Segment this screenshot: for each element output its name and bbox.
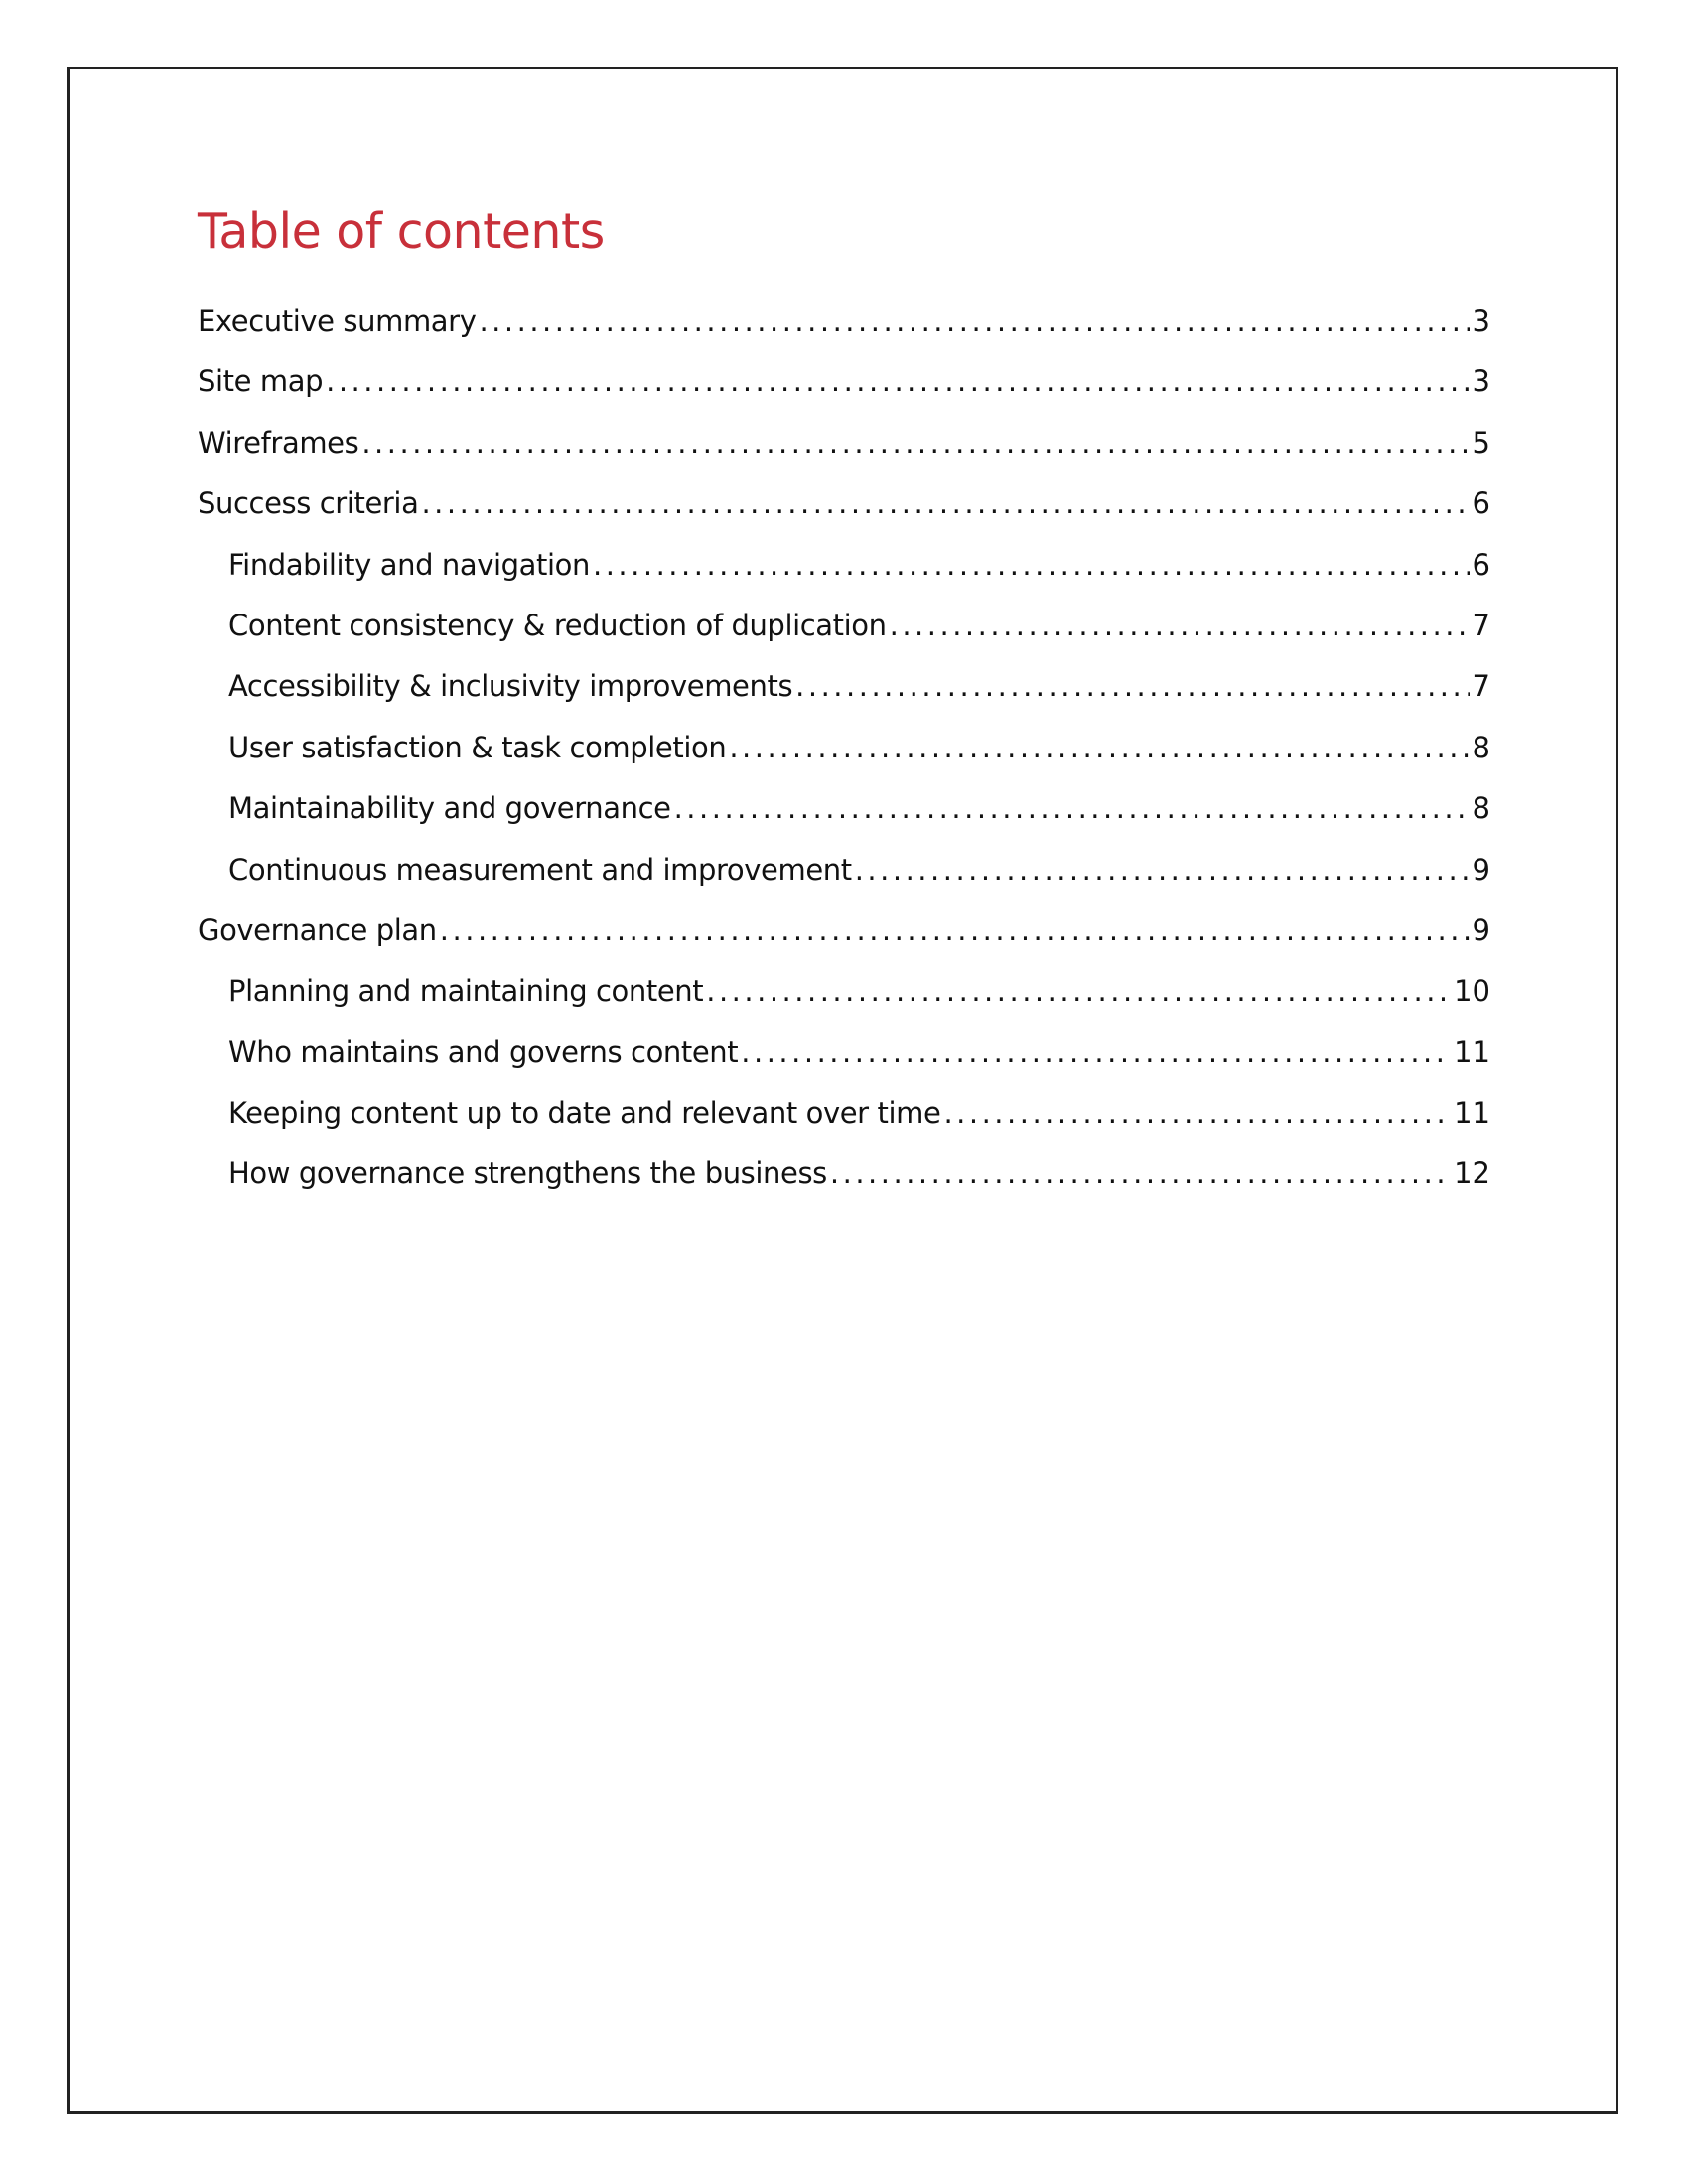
toc-list: [198, 301, 1490, 1215]
toc-page-number: 6: [1472, 486, 1490, 521]
toc-page-number: 11: [1454, 1034, 1490, 1069]
toc-page-number: 8: [1472, 730, 1490, 764]
toc-entry-text: Who maintains and governs content: [228, 1034, 739, 1069]
toc-dot-leader: [440, 910, 1470, 950]
toc-subentry[interactable]: [198, 1154, 1490, 1214]
toc-entry-text: Site map: [198, 364, 324, 399]
toc-page-number: 7: [1472, 669, 1490, 704]
toc-entry[interactable]: [198, 361, 1490, 422]
toc-entry-text: Governance plan: [198, 912, 437, 947]
toc-entry-text: Accessibility & inclusivity improvements: [228, 669, 793, 704]
toc-entry[interactable]: [198, 301, 1490, 361]
toc-entry-text: Continuous measurement and improvement: [228, 852, 852, 887]
toc-subentry[interactable]: [198, 728, 1490, 788]
toc-subentry[interactable]: [198, 1093, 1490, 1154]
toc-title: Table of contents: [198, 204, 605, 260]
toc-entry-text: User satisfaction & task completion: [228, 730, 727, 764]
toc-entry-text: Maintainability and governance: [228, 791, 671, 826]
toc-entry[interactable]: [198, 423, 1490, 483]
toc-entry-text: Success criteria: [198, 486, 419, 521]
toc-dot-leader: [706, 971, 1451, 1011]
toc-dot-leader: [830, 1154, 1451, 1193]
toc-dot-leader: [855, 850, 1470, 889]
toc-entry-text: Executive summary: [198, 304, 477, 338]
toc-page-number: 5: [1472, 425, 1490, 460]
toc-dot-leader: [795, 666, 1469, 706]
toc-page-number: 10: [1454, 974, 1490, 1009]
toc-dot-leader: [674, 788, 1470, 828]
toc-dot-leader: [421, 483, 1469, 523]
toc-page-number: 3: [1472, 304, 1490, 338]
toc-dot-leader: [326, 361, 1469, 401]
toc-page-number: 12: [1454, 1157, 1490, 1191]
toc-entry-text: Wireframes: [198, 425, 359, 460]
toc-dot-leader: [943, 1093, 1451, 1133]
toc-dot-leader: [741, 1032, 1451, 1072]
toc-subentry[interactable]: [198, 606, 1490, 666]
toc-entry-text: Keeping content up to date and relevant over time: [228, 1096, 941, 1131]
toc-page-number: 3: [1472, 364, 1490, 399]
toc-entry-text: How governance strengthens the business: [228, 1157, 827, 1191]
toc-subentry[interactable]: [198, 788, 1490, 849]
toc-dot-leader: [361, 423, 1469, 463]
toc-dot-leader: [890, 606, 1470, 645]
toc-dot-leader: [479, 301, 1469, 341]
toc-dot-leader: [593, 545, 1470, 585]
toc-subentry[interactable]: [198, 1032, 1490, 1093]
toc-page-number: 9: [1472, 912, 1490, 947]
toc-subentry[interactable]: [198, 666, 1490, 727]
toc-page-number: 6: [1472, 547, 1490, 582]
toc-page-number: 11: [1454, 1096, 1490, 1131]
toc-page-number: 9: [1472, 852, 1490, 887]
toc-entry-text: Findability and navigation: [228, 547, 590, 582]
toc-entry[interactable]: [198, 910, 1490, 971]
toc-entry-text: Planning and maintaining content: [228, 974, 704, 1009]
toc-entry[interactable]: [198, 483, 1490, 544]
toc-page-number: 7: [1472, 608, 1490, 642]
toc-subentry[interactable]: [198, 545, 1490, 606]
toc-entry-text: Content consistency & reduction of duplication: [228, 608, 887, 642]
toc-subentry[interactable]: [198, 971, 1490, 1031]
toc-page-number: 8: [1472, 791, 1490, 826]
toc-dot-leader: [729, 728, 1469, 767]
toc-subentry[interactable]: [198, 850, 1490, 910]
